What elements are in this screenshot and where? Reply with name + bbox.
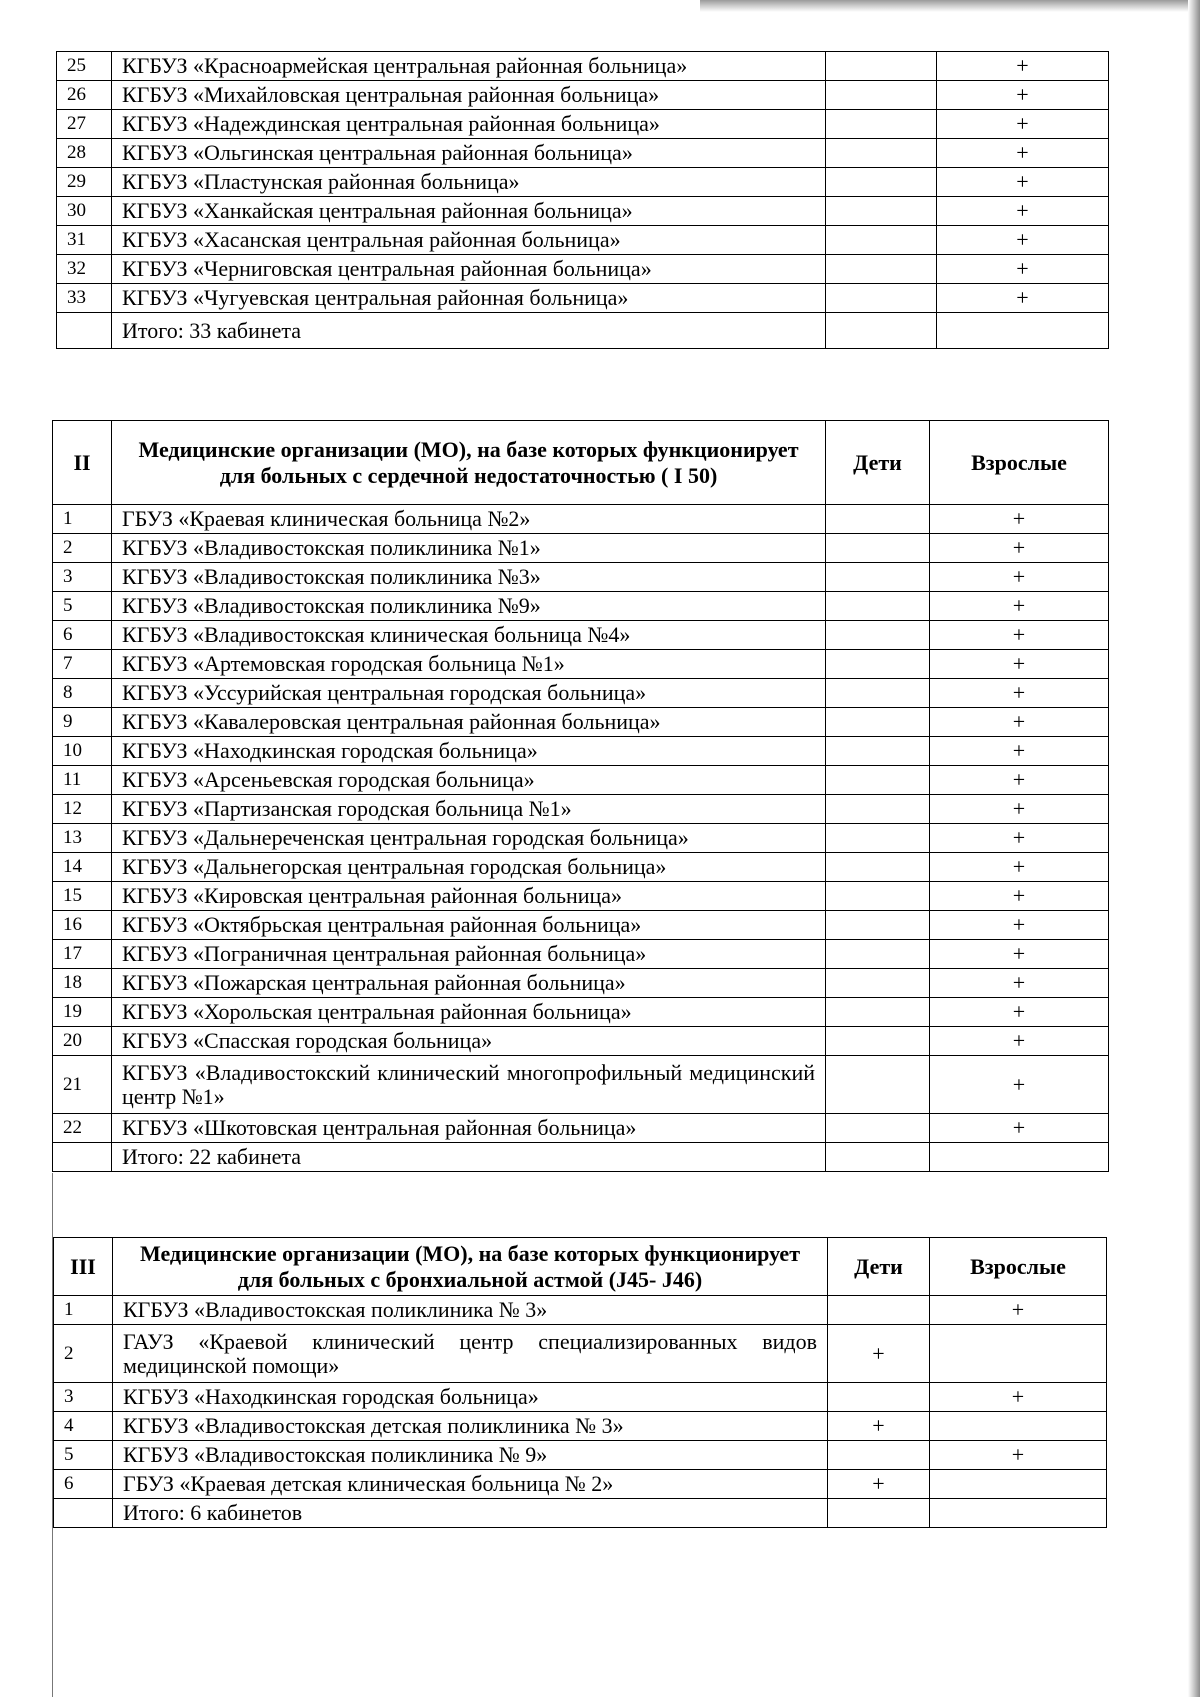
total-number-cell bbox=[54, 1499, 113, 1528]
row-number: 3 bbox=[54, 1383, 113, 1412]
adults-mark bbox=[930, 1470, 1107, 1499]
adults-mark: + bbox=[930, 592, 1109, 621]
table-asthma bbox=[53, 1237, 1107, 1528]
row-number: 30 bbox=[57, 197, 112, 226]
adults-mark: + bbox=[930, 505, 1109, 534]
children-mark bbox=[826, 911, 930, 940]
table-row bbox=[57, 139, 1109, 168]
children-mark bbox=[826, 737, 930, 766]
adults-mark: + bbox=[930, 1441, 1107, 1470]
organization-name: КГБУЗ «Кавалеровская центральная районная больница» bbox=[112, 708, 826, 737]
children-mark: + bbox=[828, 1470, 930, 1499]
table-row bbox=[53, 505, 1109, 534]
children-mark bbox=[826, 969, 930, 998]
adults-mark: + bbox=[937, 284, 1109, 313]
adults-mark bbox=[930, 1325, 1107, 1383]
adults-mark: + bbox=[930, 563, 1109, 592]
children-mark bbox=[826, 853, 930, 882]
children-mark bbox=[826, 505, 930, 534]
table-row bbox=[53, 766, 1109, 795]
organization-name: КГБУЗ «Владивостокская поликлиника № 9» bbox=[113, 1441, 828, 1470]
row-number: 5 bbox=[53, 592, 112, 621]
table-body bbox=[53, 505, 1109, 1172]
organization-name: КГБУЗ «Ольгинская центральная районная больница» bbox=[112, 139, 826, 168]
table-row bbox=[53, 679, 1109, 708]
organization-name: КГБУЗ «Хорольская центральная районная больница» bbox=[112, 998, 826, 1027]
row-number: 2 bbox=[54, 1325, 113, 1383]
table-row bbox=[53, 1027, 1109, 1056]
table-row bbox=[53, 1114, 1109, 1143]
row-number: 1 bbox=[54, 1296, 113, 1325]
table-row bbox=[53, 853, 1109, 882]
row-number: 19 bbox=[53, 998, 112, 1027]
row-number: 5 bbox=[54, 1441, 113, 1470]
organization-name: КГБУЗ «Владивостокская детская поликлиника № 3» bbox=[113, 1412, 828, 1441]
row-number: 6 bbox=[53, 621, 112, 650]
row-number: 11 bbox=[53, 766, 112, 795]
column-header-organizations: Медицинские организации (МО), на базе которых функционирует для больных с сердечной недостаточностью ( I 50) bbox=[112, 421, 826, 505]
children-mark bbox=[826, 81, 937, 110]
adults-mark: + bbox=[930, 1383, 1107, 1412]
table-row bbox=[57, 168, 1109, 197]
adults-mark: + bbox=[930, 1056, 1109, 1114]
row-number: 9 bbox=[53, 708, 112, 737]
table-total-row bbox=[57, 313, 1109, 349]
children-mark bbox=[828, 1441, 930, 1470]
organization-name: КГБУЗ «Михайловская центральная районная больница» bbox=[112, 81, 826, 110]
adults-mark: + bbox=[937, 168, 1109, 197]
children-mark bbox=[826, 139, 937, 168]
table-row bbox=[54, 1441, 1107, 1470]
organization-name: КГБУЗ «Пластунская районная больница» bbox=[112, 168, 826, 197]
total-adults-cell bbox=[937, 313, 1109, 349]
row-number: 13 bbox=[53, 824, 112, 853]
table-row bbox=[54, 1383, 1107, 1412]
children-mark bbox=[826, 708, 930, 737]
children-mark bbox=[826, 998, 930, 1027]
column-header-organizations: Медицинские организации (МО), на базе которых функционирует для больных с бронхиальной астмой (J45- J46) bbox=[113, 1238, 828, 1296]
row-number: 14 bbox=[53, 853, 112, 882]
total-label: Итого: 33 кабинета bbox=[112, 313, 826, 349]
adults-mark: + bbox=[930, 998, 1109, 1027]
adults-mark: + bbox=[937, 81, 1109, 110]
row-number: 26 bbox=[57, 81, 112, 110]
adults-mark: + bbox=[937, 52, 1109, 81]
row-number: 6 bbox=[54, 1470, 113, 1499]
table-heart-failure bbox=[52, 420, 1109, 1172]
children-mark bbox=[828, 1296, 930, 1325]
row-number: 17 bbox=[53, 940, 112, 969]
table-row bbox=[57, 255, 1109, 284]
row-number: 18 bbox=[53, 969, 112, 998]
organization-name: КГБУЗ «Владивостокская поликлиника № 3» bbox=[113, 1296, 828, 1325]
children-mark bbox=[826, 52, 937, 81]
children-mark bbox=[826, 1056, 930, 1114]
organization-name: КГБУЗ «Красноармейская центральная районная больница» bbox=[112, 52, 826, 81]
children-mark bbox=[826, 1114, 930, 1143]
adults-mark: + bbox=[937, 226, 1109, 255]
table-row bbox=[53, 737, 1109, 766]
row-number: 8 bbox=[53, 679, 112, 708]
organization-name: КГБУЗ «Спасская городская больница» bbox=[112, 1027, 826, 1056]
row-number: 20 bbox=[53, 1027, 112, 1056]
adults-mark: + bbox=[930, 766, 1109, 795]
table-row bbox=[54, 1325, 1107, 1383]
organization-name: КГБУЗ «Надеждинская центральная районная больница» bbox=[112, 110, 826, 139]
children-mark bbox=[826, 824, 930, 853]
organization-name: ГБУЗ «Краевая детская клиническая больница № 2» bbox=[113, 1470, 828, 1499]
column-header-children: Дети bbox=[826, 421, 930, 505]
children-mark bbox=[826, 255, 937, 284]
organization-name: КГБУЗ «Октябрьская центральная районная больница» bbox=[112, 911, 826, 940]
children-mark: + bbox=[828, 1325, 930, 1383]
adults-mark: + bbox=[930, 824, 1109, 853]
table-row bbox=[53, 824, 1109, 853]
table-row bbox=[53, 563, 1109, 592]
children-mark bbox=[826, 882, 930, 911]
children-mark bbox=[826, 563, 930, 592]
row-number: 16 bbox=[53, 911, 112, 940]
organization-name: КГБУЗ «Арсеньевская городская больница» bbox=[112, 766, 826, 795]
total-number-cell bbox=[53, 1143, 112, 1172]
adults-mark: + bbox=[930, 679, 1109, 708]
children-mark bbox=[826, 592, 930, 621]
adults-mark: + bbox=[930, 795, 1109, 824]
row-number: 29 bbox=[57, 168, 112, 197]
organization-name: КГБУЗ «Уссурийская центральная городская больница» bbox=[112, 679, 826, 708]
table-row bbox=[57, 226, 1109, 255]
total-label: Итого: 6 кабинетов bbox=[113, 1499, 828, 1528]
children-mark bbox=[826, 1027, 930, 1056]
table-row bbox=[53, 708, 1109, 737]
organization-name: КГБУЗ «Пожарская центральная районная больница» bbox=[112, 969, 826, 998]
children-mark bbox=[826, 284, 937, 313]
row-number: 28 bbox=[57, 139, 112, 168]
organization-name: КГБУЗ «Хасанская центральная районная больница» bbox=[112, 226, 826, 255]
adults-mark bbox=[930, 1412, 1107, 1441]
table-row bbox=[53, 911, 1109, 940]
column-header-children: Дети bbox=[828, 1238, 930, 1296]
children-mark bbox=[826, 795, 930, 824]
table-row bbox=[53, 534, 1109, 563]
row-number: 27 bbox=[57, 110, 112, 139]
total-adults-cell bbox=[930, 1499, 1107, 1528]
organization-name: ГБУЗ «Краевая клиническая больница №2» bbox=[112, 505, 826, 534]
organization-name: КГБУЗ «Владивостокская поликлиника №1» bbox=[112, 534, 826, 563]
adults-mark: + bbox=[937, 255, 1109, 284]
organization-name: КГБУЗ «Дальнегорская центральная городская больница» bbox=[112, 853, 826, 882]
row-number: 15 bbox=[53, 882, 112, 911]
scan-shadow-right bbox=[1188, 0, 1200, 1697]
section-number: III bbox=[54, 1238, 113, 1296]
organization-name: КГБУЗ «Владивостокская поликлиника №9» bbox=[112, 592, 826, 621]
adults-mark: + bbox=[930, 969, 1109, 998]
adults-mark: + bbox=[930, 650, 1109, 679]
children-mark bbox=[826, 766, 930, 795]
table-row bbox=[57, 197, 1109, 226]
adults-mark: + bbox=[937, 197, 1109, 226]
row-number: 12 bbox=[53, 795, 112, 824]
organization-name: КГБУЗ «Находкинская городская больница» bbox=[112, 737, 826, 766]
table-row bbox=[54, 1470, 1107, 1499]
organization-name: КГБУЗ «Владивостокская клиническая больница №4» bbox=[112, 621, 826, 650]
scan-shadow-top bbox=[700, 0, 1200, 12]
table-row bbox=[54, 1412, 1107, 1441]
section-number: II bbox=[53, 421, 112, 505]
organization-name: КГБУЗ «Владивостокский клинический многопрофильный медицинский центр №1» bbox=[112, 1056, 826, 1114]
total-label: Итого: 22 кабинета bbox=[112, 1143, 826, 1172]
row-number: 10 bbox=[53, 737, 112, 766]
row-number: 4 bbox=[54, 1412, 113, 1441]
row-number: 22 bbox=[53, 1114, 112, 1143]
organization-name: КГБУЗ «Артемовская городская больница №1» bbox=[112, 650, 826, 679]
column-header-adults: Взрослые bbox=[930, 1238, 1107, 1296]
adults-mark: + bbox=[930, 882, 1109, 911]
table-row bbox=[53, 882, 1109, 911]
adults-mark: + bbox=[930, 621, 1109, 650]
table-total-row bbox=[53, 1143, 1109, 1172]
adults-mark: + bbox=[930, 534, 1109, 563]
organization-name: КГБУЗ «Владивостокская поликлиника №3» bbox=[112, 563, 826, 592]
children-mark: + bbox=[828, 1412, 930, 1441]
children-mark bbox=[826, 534, 930, 563]
organization-name: КГБУЗ «Ханкайская центральная районная больница» bbox=[112, 197, 826, 226]
table-header-row bbox=[54, 1238, 1107, 1296]
organization-name: КГБУЗ «Дальнереченская центральная городская больница» bbox=[112, 824, 826, 853]
adults-mark: + bbox=[930, 1296, 1107, 1325]
organization-name: КГБУЗ «Находкинская городская больница» bbox=[113, 1383, 828, 1412]
table-row bbox=[53, 940, 1109, 969]
organization-name: КГБУЗ «Черниговская центральная районная больница» bbox=[112, 255, 826, 284]
children-mark bbox=[826, 650, 930, 679]
adults-mark: + bbox=[930, 708, 1109, 737]
adults-mark: + bbox=[930, 911, 1109, 940]
organization-name: КГБУЗ «Партизанская городская больница №1» bbox=[112, 795, 826, 824]
table-row bbox=[53, 998, 1109, 1027]
total-number-cell bbox=[57, 313, 112, 349]
children-mark bbox=[826, 197, 937, 226]
adults-mark: + bbox=[930, 1027, 1109, 1056]
table-row bbox=[54, 1296, 1107, 1325]
table-row bbox=[53, 650, 1109, 679]
row-number: 21 bbox=[53, 1056, 112, 1114]
children-mark bbox=[826, 679, 930, 708]
organization-name: КГБУЗ «Пограничная центральная районная больница» bbox=[112, 940, 826, 969]
total-children-cell bbox=[826, 1143, 930, 1172]
children-mark bbox=[826, 940, 930, 969]
adults-mark: + bbox=[930, 940, 1109, 969]
total-adults-cell bbox=[930, 1143, 1109, 1172]
adults-mark: + bbox=[930, 853, 1109, 882]
row-number: 3 bbox=[53, 563, 112, 592]
children-mark bbox=[826, 621, 930, 650]
adults-mark: + bbox=[930, 1114, 1109, 1143]
row-number: 2 bbox=[53, 534, 112, 563]
row-number: 31 bbox=[57, 226, 112, 255]
row-number: 25 bbox=[57, 52, 112, 81]
table-row bbox=[57, 81, 1109, 110]
table-total-row bbox=[54, 1499, 1107, 1528]
children-mark bbox=[826, 168, 937, 197]
table-row bbox=[57, 52, 1109, 81]
organization-name: КГБУЗ «Шкотовская центральная районная больница» bbox=[112, 1114, 826, 1143]
table-row bbox=[53, 621, 1109, 650]
table-body bbox=[54, 1296, 1107, 1528]
table-row bbox=[53, 969, 1109, 998]
row-number: 33 bbox=[57, 284, 112, 313]
table-row bbox=[57, 110, 1109, 139]
total-children-cell bbox=[828, 1499, 930, 1528]
children-mark bbox=[826, 110, 937, 139]
table-continuation bbox=[56, 51, 1109, 349]
children-mark bbox=[828, 1383, 930, 1412]
organization-name: КГБУЗ «Кировская центральная районная больница» bbox=[112, 882, 826, 911]
organization-name: КГБУЗ «Чугуевская центральная районная больница» bbox=[112, 284, 826, 313]
table-row bbox=[53, 1056, 1109, 1114]
row-number: 1 bbox=[53, 505, 112, 534]
adults-mark: + bbox=[930, 737, 1109, 766]
table-body bbox=[57, 52, 1109, 349]
row-number: 32 bbox=[57, 255, 112, 284]
row-number: 7 bbox=[53, 650, 112, 679]
table-row bbox=[57, 284, 1109, 313]
table-row bbox=[53, 592, 1109, 621]
organization-name: ГАУЗ «Краевой клинический центр специализированных видов медицинской помощи» bbox=[113, 1325, 828, 1383]
adults-mark: + bbox=[937, 139, 1109, 168]
table-row bbox=[53, 795, 1109, 824]
total-children-cell bbox=[826, 313, 937, 349]
children-mark bbox=[826, 226, 937, 255]
column-header-adults: Взрослые bbox=[930, 421, 1109, 505]
table-header-row bbox=[53, 421, 1109, 505]
adults-mark: + bbox=[937, 110, 1109, 139]
